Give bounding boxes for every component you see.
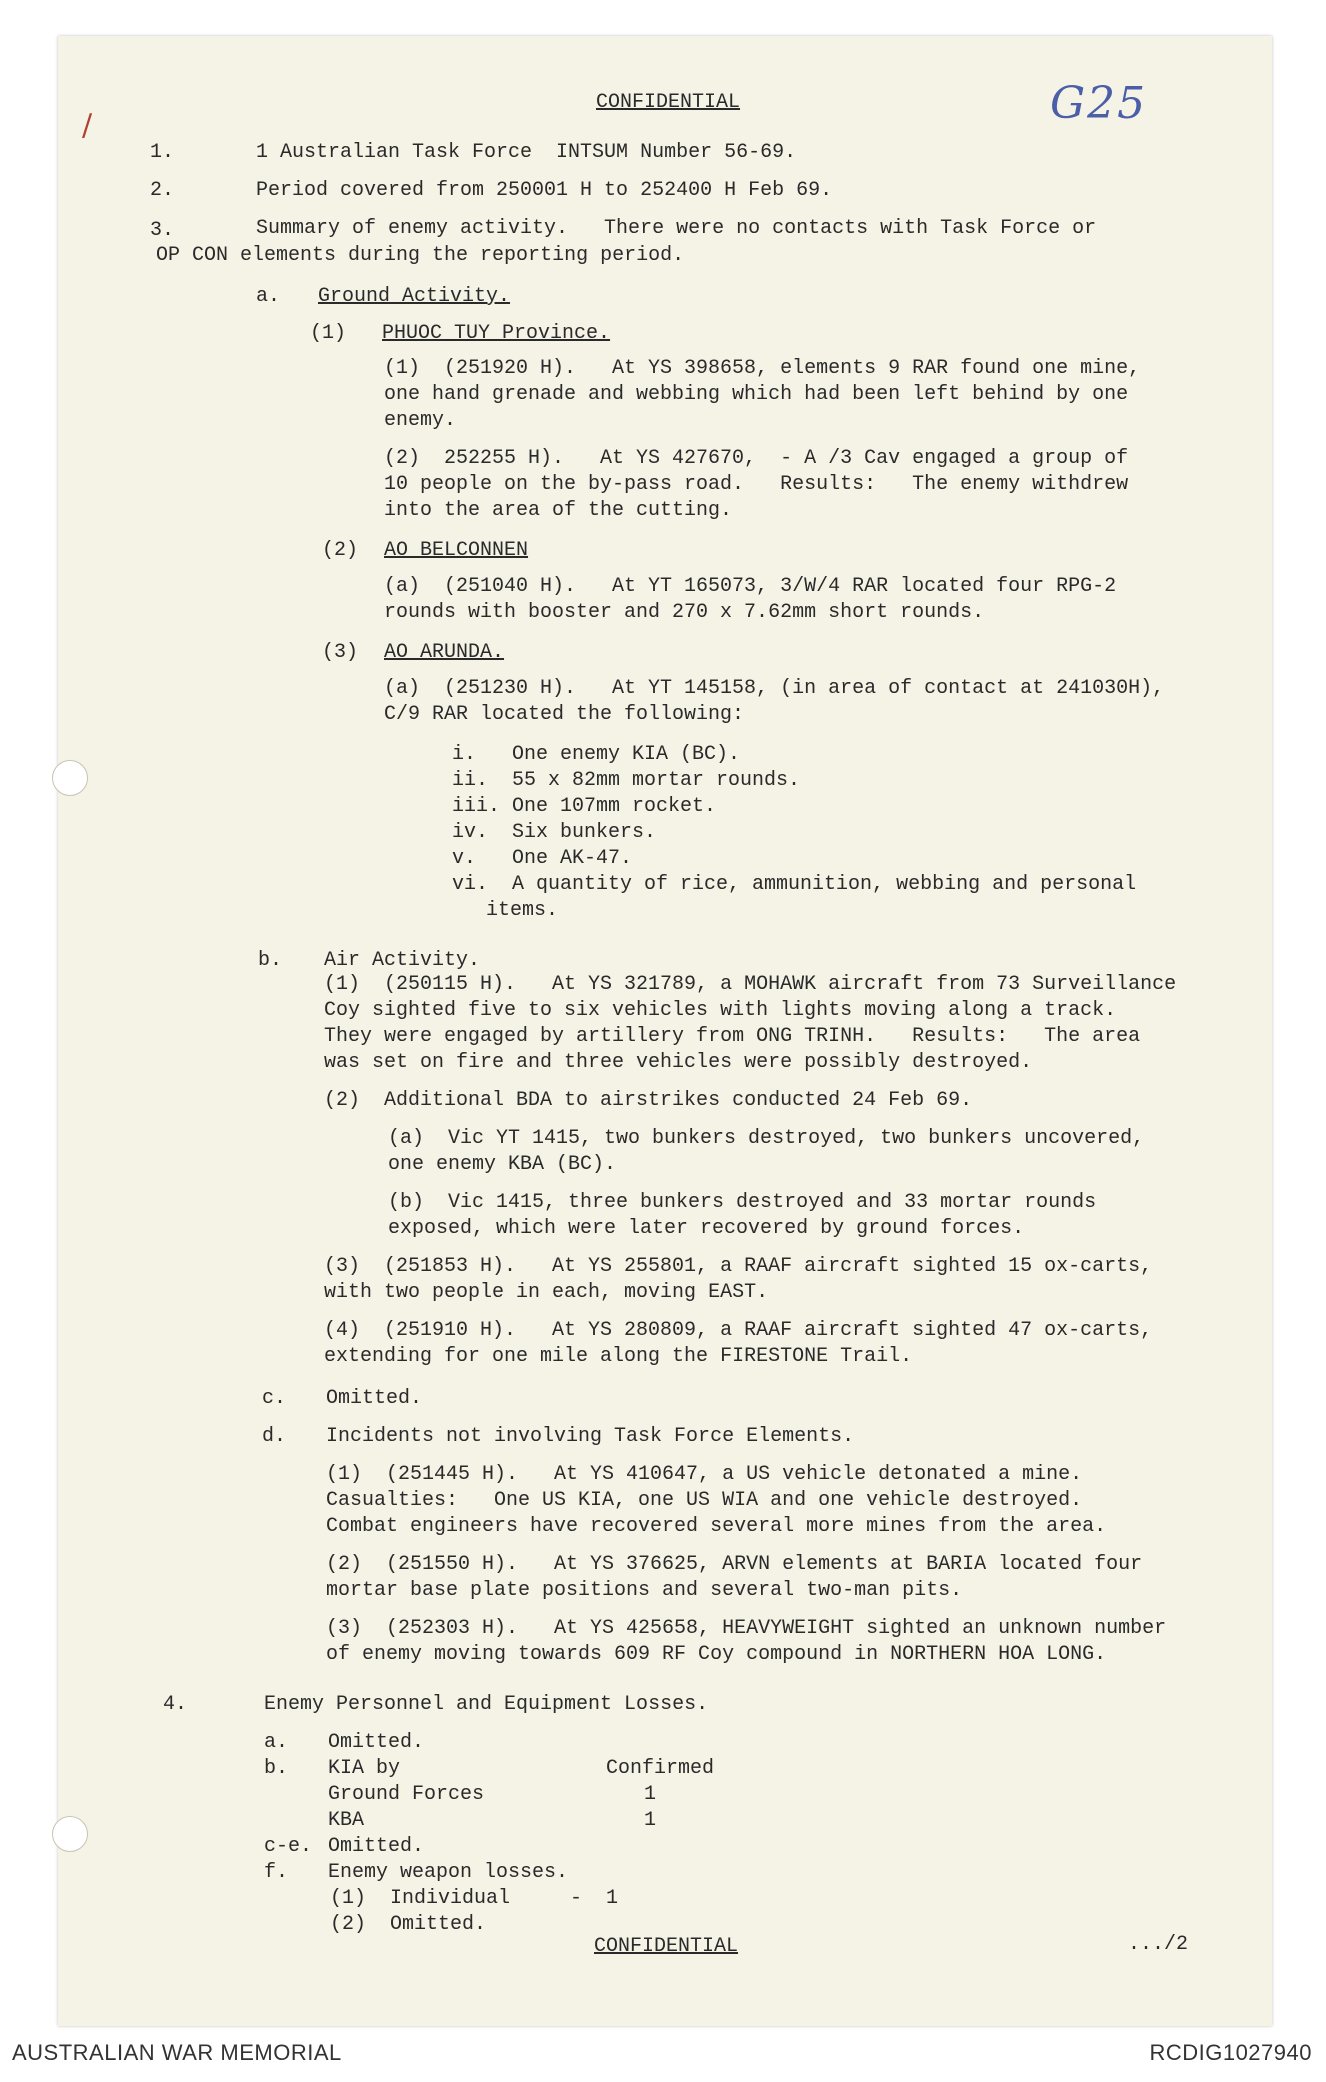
punch-hole [52,1816,88,1852]
document-line: a. [256,285,281,308]
document-line: v. [452,847,477,870]
document-line: exposed, which were later recovered by ground forces. [388,1217,1025,1240]
document-line: .../2 [1128,1933,1189,1956]
footer-archive: AUSTRALIAN WAR MEMORIAL [12,2040,342,2065]
document-line: rounds with booster and 270 x 7.62mm short rounds. [384,601,985,624]
document-line: of enemy moving towards 609 RF Coy compound in NORTHERN HOA LONG. [326,1643,1107,1666]
document-line: One 107mm rocket. [512,795,717,818]
document-line: (b) Vic 1415, three bunkers destroyed and 33 mortar rounds [388,1191,1097,1214]
document-line: one enemy KBA (BC). [388,1153,617,1176]
document-line: (2) Omitted. [330,1913,487,1936]
document-line: d. [262,1425,287,1448]
document-line: into the area of the cutting. [384,499,733,522]
document-line: Summary of enemy activity. There were no contacts with Task Force or [256,217,1097,240]
document-line: (2) 252255 H). At YS 427670, - A /3 Cav engaged a group of [384,447,1129,470]
document-line: b. [258,949,283,972]
document-line: Omitted. [328,1835,425,1858]
document-line: - [570,1887,583,1910]
document-line: Six bunkers. [512,821,657,844]
document-line: mortar base plate positions and several two-man pits. [326,1579,963,1602]
document-line: One AK-47. [512,847,633,870]
document-line: C/9 RAR located the following: [384,703,745,726]
document-line: with two people in each, moving EAST. [324,1281,769,1304]
document-line: was set on fire and three vehicles were possibly destroyed. [324,1051,1033,1074]
document-line: items. [486,899,559,922]
document-line: (1) [310,322,347,345]
document-line: Combat engineers have recovered several more mines from the area. [326,1515,1107,1538]
document-line: (3) (251853 H). At YS 255801, a RAAF aircraft sighted 15 ox-carts, [324,1255,1153,1278]
document-line: They were engaged by artillery from ONG TRINH. Results: The area [324,1025,1141,1048]
document-line: Omitted. [326,1387,423,1410]
document-line: b. [264,1757,289,1780]
document-line: Air Activity. [324,949,481,972]
document-line: (a) (251230 H). At YT 145158, (in area of contact at 241030H), [384,677,1165,700]
document-line: OP CON elements during the reporting period. [156,244,685,267]
document-line: A quantity of rice, ammunition, webbing and personal [512,873,1137,896]
document-line: (4) (251910 H). At YS 280809, a RAAF aircraft sighted 47 ox-carts, [324,1319,1153,1342]
document-line: Ground Forces [328,1783,485,1806]
document-line: (3) (252303 H). At YS 425658, HEAVYWEIGHT sighted an unknown number [326,1617,1167,1640]
document-line: vi. [452,873,489,896]
classification-bottom: CONFIDENTIAL [594,1935,739,1958]
document-line: iv. [452,821,489,844]
document-line: iii. [452,795,501,818]
document-line: a. [264,1731,289,1754]
document-line: 1 [644,1783,657,1806]
document-line: 1 Australian Task Force INTSUM Number 56-69. [256,141,797,164]
document-line: c. [262,1387,287,1410]
document-line: 1 [644,1809,657,1832]
document-line: Coy sighted five to six vehicles with lights moving along a track. [324,999,1117,1022]
document-line: (3) [322,641,359,664]
document-line: 4. [163,1693,188,1716]
document-line: (1) Individual [330,1887,511,1910]
document-line: KBA [328,1809,365,1832]
document-line: c-e. [264,1835,313,1858]
document-line: one hand grenade and webbing which had been left behind by one [384,383,1129,406]
document-line: extending for one mile along the FIRESTONE Trail. [324,1345,913,1368]
document-line: i. [452,743,477,766]
document-line: One enemy KIA (BC). [512,743,741,766]
document-line: KIA by [328,1757,401,1780]
document-line: Period covered from 250001 H to 252400 H Feb 69. [256,179,833,202]
classification-top: CONFIDENTIAL [596,91,741,114]
document-line: Ground Activity. [318,285,511,308]
document-line: 2. [150,179,175,202]
document-line: (2) [322,539,359,562]
document-line: enemy. [384,409,457,432]
document-line: 1 [606,1887,619,1910]
document-line: AO ARUNDA. [384,641,505,664]
document-line: PHUOC TUY Province. [382,322,611,345]
document-line: Incidents not involving Task Force Elements. [326,1425,855,1448]
document-line: (2) (251550 H). At YS 376625, ARVN elements at BARIA located four [326,1553,1143,1576]
footer-id: RCDIG1027940 [1149,2040,1312,2065]
document-line: (1) (250115 H). At YS 321789, a MOHAWK aircraft from 73 Surveillance [324,973,1177,996]
document-line: ii. [452,769,489,792]
document-line: (1) (251920 H). At YS 398658, elements 9 RAR found one mine, [384,357,1141,380]
punch-hole [52,760,88,796]
document-line: (a) Vic YT 1415, two bunkers destroyed, two bunkers uncovered, [388,1127,1145,1150]
margin-mark: / [82,108,93,143]
document-line: 1. [150,141,175,164]
document-line: AO BELCONNEN [384,539,529,562]
document-line: Enemy weapon losses. [328,1861,569,1884]
document-line: (2) Additional BDA to airstrikes conducted 24 Feb 69. [324,1089,973,1112]
document-line: Casualties: One US KIA, one US WIA and one vehicle destroyed. [326,1489,1083,1512]
document-line: (a) (251040 H). At YT 165073, 3/W/4 RAR located four RPG-2 [384,575,1117,598]
document-line: Enemy Personnel and Equipment Losses. [264,1693,709,1716]
document-line: 10 people on the by-pass road. Results: The enemy withdrew [384,473,1129,496]
document-line: f. [264,1861,289,1884]
document-line: Omitted. [328,1731,425,1754]
handwritten-reference: G25 [1050,78,1148,129]
document-line: (1) (251445 H). At YS 410647, a US vehicle detonated a mine. [326,1463,1083,1486]
document-line: 3. [150,219,175,242]
document-line: Confirmed [606,1757,715,1780]
document-line: 55 x 82mm mortar rounds. [512,769,801,792]
